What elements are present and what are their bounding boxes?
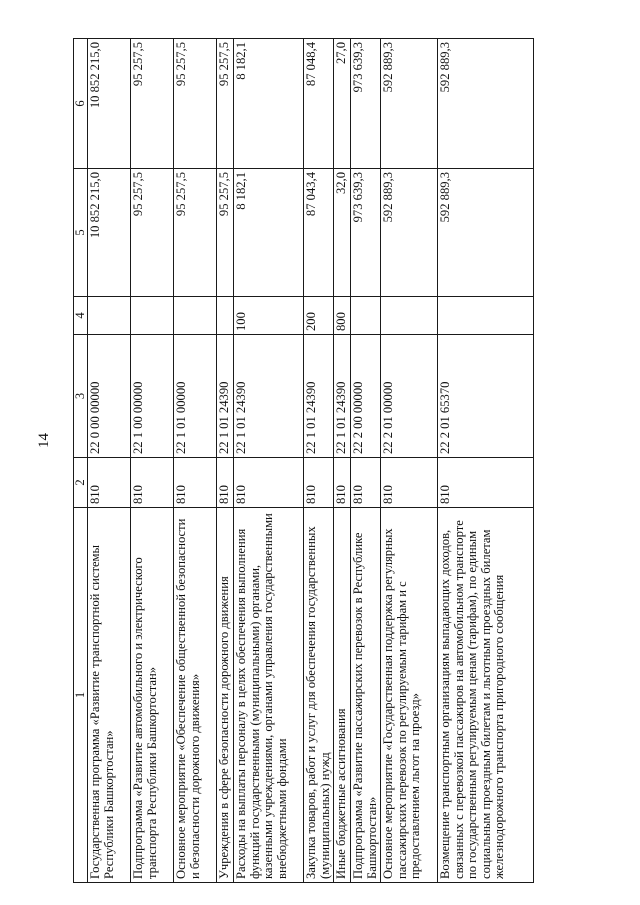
row-code: 810 [334, 458, 351, 508]
header-col-4: 4 [74, 297, 88, 335]
page-number [36, 426, 52, 456]
row-name: Подпрограмма «Развитие автомобильного и электрического транспорта Республики Башкортостан» [131, 508, 174, 883]
row-code: 810 [438, 458, 534, 508]
row-name: Государственная программа «Развитие транспортной системы Республики Башкортостан» [88, 508, 131, 883]
row-sum2: 87 048,4 [304, 39, 334, 169]
row-sum2: 95 257,5 [217, 39, 234, 169]
header-col-1: 1 [74, 508, 88, 883]
table-row [304, 39, 334, 883]
row-sum2: 592 889,3 [438, 39, 534, 169]
row-sum1: 592 889,3 [438, 169, 534, 297]
row-type: 200 [304, 297, 334, 335]
row-code: 810 [88, 458, 131, 508]
row-code: 810 [304, 458, 334, 508]
row-program: 22 2 01 00000 [381, 335, 438, 458]
row-code: 810 [234, 458, 304, 508]
row-sum1: 973 639,3 [351, 169, 381, 297]
row-type: 800 [334, 297, 351, 335]
row-program: 22 2 01 65370 [438, 335, 534, 458]
row-program: 22 2 00 00000 [351, 335, 381, 458]
row-sum2: 27,0 [334, 39, 351, 169]
table-row [351, 39, 381, 883]
row-name: Основное мероприятие «Обеспечение общественной безопасности и безопасности дорожного движения» [174, 508, 217, 883]
row-type [351, 297, 381, 335]
row-sum2: 8 182,1 [234, 39, 304, 169]
header-col-2: 2 [74, 458, 88, 508]
row-type [438, 297, 534, 335]
row-program: 22 1 01 24390 [217, 335, 234, 458]
row-type [174, 297, 217, 335]
row-program: 22 1 00 00000 [131, 335, 174, 458]
row-code: 810 [381, 458, 438, 508]
table-row [217, 39, 234, 883]
row-sum1: 8 182,1 [234, 169, 304, 297]
header-col-5: 5 [74, 169, 88, 297]
row-sum1: 592 889,3 [381, 169, 438, 297]
row-code: 810 [131, 458, 174, 508]
row-name: Иные бюджетные ассигнования [334, 508, 351, 883]
header-row [74, 39, 88, 883]
page-number-text: 14 [36, 433, 52, 448]
row-sum1: 87 043,4 [304, 169, 334, 297]
table-row [131, 39, 174, 883]
row-program: 22 0 00 00000 [88, 335, 131, 458]
row-sum2: 592 889,3 [381, 39, 438, 169]
row-type [88, 297, 131, 335]
row-type [217, 297, 234, 335]
row-sum2: 95 257,5 [131, 39, 174, 169]
row-type [381, 297, 438, 335]
table-row [88, 39, 131, 883]
row-type [131, 297, 174, 335]
row-name: Подпрограмма «Развитие пассажирских перевозок в Республике Башкортостан» [351, 508, 381, 883]
row-type: 100 [234, 297, 304, 335]
row-sum2: 973 639,3 [351, 39, 381, 169]
row-code: 810 [174, 458, 217, 508]
table-row [381, 39, 438, 883]
header-col-3: 3 [74, 335, 88, 458]
row-sum1: 95 257,5 [217, 169, 234, 297]
table-row [174, 39, 217, 883]
row-sum2: 95 257,5 [174, 39, 217, 169]
row-code: 810 [351, 458, 381, 508]
row-program: 22 1 01 00000 [174, 335, 217, 458]
row-program: 22 1 01 24390 [334, 335, 351, 458]
row-name: Расходы на выплаты персоналу в целях обеспечения выполнения функций государственными (муниципальными) органами, казенными учреждениями, органами управления государственными внебюджетными фондами [234, 508, 304, 883]
table-row [234, 39, 304, 883]
row-name: Возмещение транспортным организациям выпадающих доходов, связанных с перевозкой пассажиров на автомобильном транспорте по государственным регулируемым ценам (тарифам), по единым социальным проездным билетам и льготным проездных билетам железнодорожного транспорта пригородного сообщения [438, 508, 534, 883]
row-name: Учреждения в сфере безопасности дорожного движения [217, 508, 234, 883]
row-name: Основное мероприятие «Государственная поддержка регулярных пассажирских перевозок по регулируемым тарифам и с предоставлением льгот на проезд» [381, 508, 438, 883]
rotated-table-container [73, 39, 618, 883]
header-col-6: 6 [74, 39, 88, 169]
row-sum1: 32,0 [334, 169, 351, 297]
row-program: 22 1 01 24390 [304, 335, 334, 458]
row-sum1: 10 852 215,0 [88, 169, 131, 297]
row-program: 22 1 01 24390 [234, 335, 304, 458]
table-row [334, 39, 351, 883]
row-code: 810 [217, 458, 234, 508]
table-row [438, 39, 534, 883]
row-sum2: 10 852 215,0 [88, 39, 131, 169]
row-sum1: 95 257,5 [174, 169, 217, 297]
row-name: Закупка товаров, работ и услуг для обеспечения государственных (муниципальных) нужд [304, 508, 334, 883]
budget-table [73, 38, 534, 883]
row-sum1: 95 257,5 [131, 169, 174, 297]
